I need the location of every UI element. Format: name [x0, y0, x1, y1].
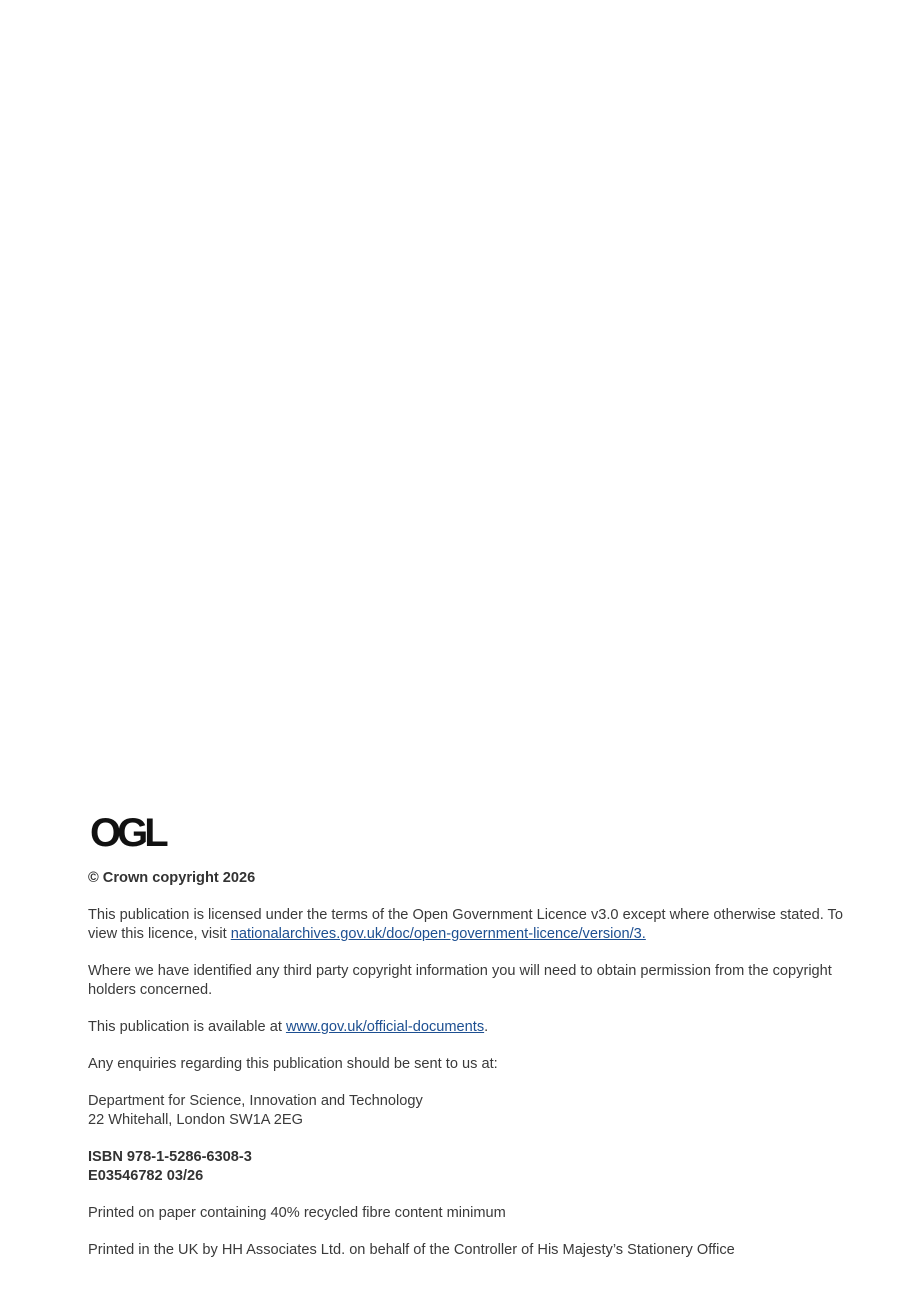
ogl-logo-text: OGL — [90, 811, 165, 854]
copyright-notice: © Crown copyright 2026 — [88, 870, 256, 886]
licence-paragraph — [88, 906, 848, 944]
ogl-logo — [90, 806, 182, 854]
third-party-paragraph: Where we have identified any third party copyright information you will need to obtain permission from the copyright holders concerned. — [88, 963, 832, 998]
printer-note: Printed in the UK by HH Associates Ltd. on behalf of the Controller of His Majesty’s Stationery Office — [88, 1242, 735, 1258]
isbn-code: ISBN 978-1-5286-6308-3 — [88, 1149, 252, 1165]
paper-note: Printed on paper containing 40% recycled fibre content minimum — [88, 1205, 506, 1221]
licence-link[interactable]: nationalarchives.gov.uk/doc/open-government-licence/version/3. — [230, 926, 646, 942]
availability-text: This publication is available at — [88, 1019, 286, 1035]
enquiries-paragraph: Any enquiries regarding this publication should be sent to us at: — [88, 1056, 498, 1072]
address-line-department: Department for Science, Innovation and Technology — [88, 1093, 423, 1109]
reference-code: E03546782 03/26 — [88, 1168, 204, 1184]
licence-text: This publication is licensed under the terms of the Open Government Licence v3.0 except where otherwise stated. To view this licence, visit — [88, 907, 843, 942]
availability-paragraph — [88, 1018, 848, 1037]
availability-suffix: . — [484, 1019, 489, 1035]
publication-codes — [88, 1148, 848, 1186]
official-documents-link[interactable]: www.gov.uk/official-documents — [285, 1019, 485, 1035]
address-line-street: 22 Whitehall, London SW1A 2EG — [88, 1112, 303, 1128]
imprint-page — [88, 806, 848, 1278]
address-block — [88, 1092, 848, 1130]
